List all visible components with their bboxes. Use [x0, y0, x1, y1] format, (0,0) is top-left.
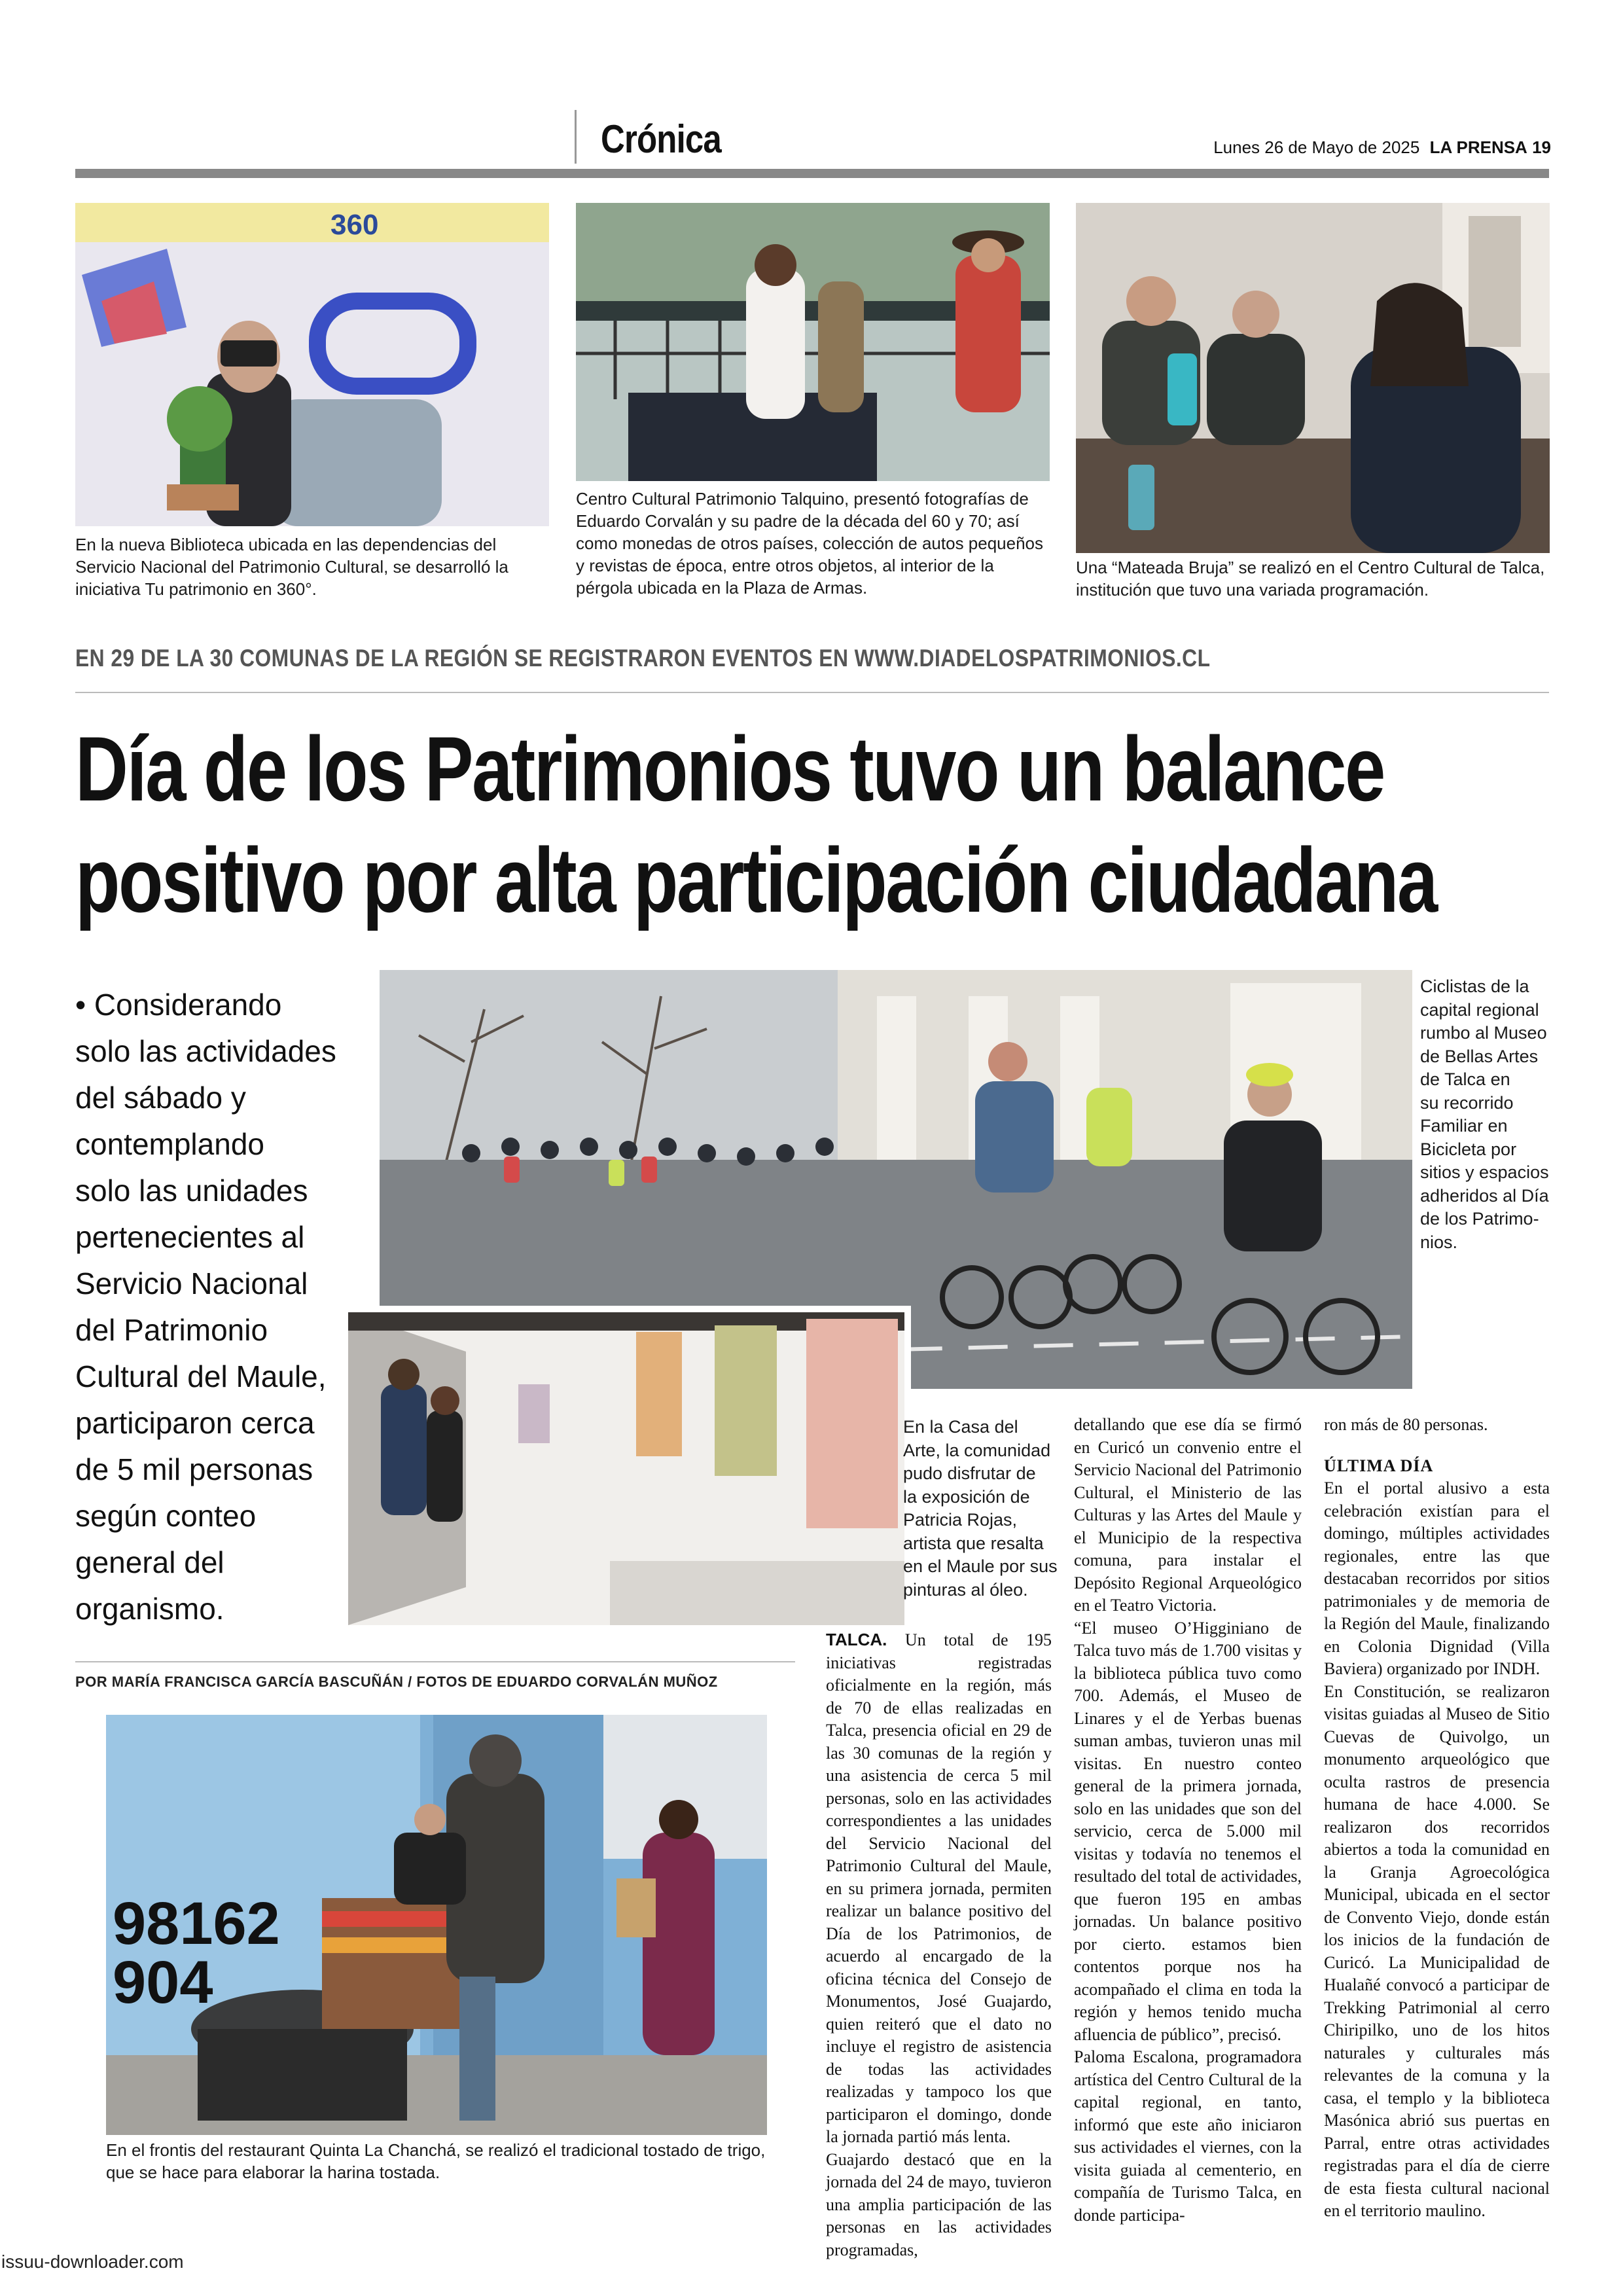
summary-line: de 5 mil personas: [75, 1452, 313, 1486]
caption-casa-del-arte: En la Casa del Arte, la comunidad pudo disfrutar de la exposición de Patricia Rojas, artista que resalta en el Maule por sus pinturas al óleo.: [903, 1417, 1058, 1600]
byline: POR MARÍA FRANCISCA GARCÍA BASCUÑÁN / FOTOS DE EDUARDO CORVALÁN MUÑOZ: [75, 1674, 718, 1690]
summary-line: según conteo: [75, 1499, 257, 1533]
summary-line: solo las actividades: [75, 1034, 336, 1068]
header-divider: [575, 110, 577, 164]
paragraph: Un total de 195 iniciativas registradas oficialmente en la región, más de 70 de ellas realizadas en Talca, presencia oficial en 29 de las 30 comunas de la región y una asistencia de cerca 5 mil personas, solo en las actividades correspondientes a las unidades del Servicio Nacional del Patrimonio Cultural del Maule, en su primera jornada, permiten realizar un balance positivo del Día de los Patrimonios, de acuerdo al encargado de la oficina técnica del Consejo de Monumentos, José Guajardo, quien reiteró que el dato no incluye el registro de asistencia de todas las actividades realizadas y tampoco los que participaron el domingo, donde la jornada partió más lenta.: [826, 1630, 1052, 2146]
subhead: ÚLTIMA DÍA: [1324, 1456, 1434, 1475]
summary-line: general del: [75, 1545, 224, 1579]
paper-name: LA PRENSA: [1429, 137, 1527, 157]
header-rule: [75, 169, 1549, 178]
summary-line: solo las unidades: [75, 1174, 308, 1208]
caption-photo-pergola: Centro Cultural Patrimonio Talquino, presentó fotografías de Eduardo Corvalán y su padre de la década del 60 y 70; así como monedas de otros países, colección de autos pequeños y revistas de época, entre otros objetos, al interior de la pérgola ubicada en la Plaza de Armas.: [576, 489, 1044, 598]
page-number: 19: [1532, 137, 1551, 157]
kicker-rule: [75, 692, 1549, 693]
paragraph: Guajardo destacó que en la jornada del 24 de mayo, tuvieron una amplia participación de las personas en las actividades programadas,: [826, 2149, 1052, 2259]
article-column-1: [826, 1628, 1052, 2261]
kicker: EN 29 DE LA 30 COMUNAS DE LA REGIÓN SE REGISTRARON EVENTOS EN WWW.DIADELOSPATRIMONIOS.CL: [75, 645, 1211, 672]
header-meta: [1213, 137, 1551, 158]
caption-cyclists: Ciclistas de la capital regional rumbo al Museo de Bellas Artes de Talca en su recorrido Familiar en Bicicleta por sitios y espacios adheridos al Día de los Patrimo- nios.: [1420, 977, 1549, 1252]
summary-line: pertenecientes al: [75, 1220, 305, 1254]
byline-rule: [75, 1661, 795, 1662]
issue-date: Lunes 26 de Mayo de 2025: [1213, 137, 1420, 157]
sign-360-text: 360: [330, 209, 379, 241]
caption-quinta-la-chancha: En el frontis del restaurant Quinta La Chanchá, se realizó el tradicional tostado de trigo, que se hace para elaborar la harina tostada.: [106, 2140, 766, 2182]
section-title: Crónica: [601, 117, 721, 161]
summary-line: Servicio Nacional: [75, 1266, 308, 1300]
photo-mateada-bruja: [1076, 203, 1550, 553]
summary-line: contemplando: [75, 1127, 264, 1161]
caption-photo-mateada: Una “Mateada Bruja” se realizó en el Centro Cultural de Talca, institución que tuvo una variada programación.: [1076, 558, 1545, 600]
photo-casa-del-arte: [348, 1306, 911, 1625]
summary-line: del Patrimonio: [75, 1313, 268, 1347]
watermark: issuu-downloader.com: [1, 2251, 184, 2272]
summary: [75, 982, 350, 1632]
photo-pergola-exhibit: [576, 203, 1050, 481]
photo-quinta-la-chancha: [106, 1715, 767, 2135]
summary-line: organismo.: [75, 1592, 224, 1626]
paragraph: “El museo O’Higginiano de Talca tuvo más de 1.700 visitas y la biblioteca pública tuvo como 700. Además, el Museo de Linares y el de Yerbas buenas suman ambas, tuvieron unas mil visitas. En nuestro conteo general de la primera jornada, solo en las unidades que son del servicio, cerca de 5.000 mil visitas y todavía no tenemos el resultado del total de actividades, que fueron 195 en ambas jornadas. Un balance positivo por cierto. estamos bien contentos porque nos ha acompañado el clima en toda la región y hemos tenido mucha afluencia de público”, precisó.: [1074, 1618, 1302, 2044]
dateline: TALCA.: [826, 1630, 887, 1649]
headline-line-2: positivo por alta participación ciudadana: [75, 829, 1436, 931]
summary-bullet: •: [75, 988, 86, 1022]
wall-number-1: 98162: [113, 1890, 280, 1957]
summary-line: participaron cerca: [75, 1406, 315, 1440]
paragraph: detallando que ese día se firmó en Curicó un convenio entre el Servicio Nacional del Patrimonio Cultural, el Ministerio de las Culturas y las Artes del Maule y el Municipio de la respectiva comuna, para instalar el Depósito Regional Arqueológico en el Teatro Victoria.: [1074, 1415, 1302, 1615]
summary-line: del sábado y: [75, 1081, 246, 1115]
article-column-3: [1324, 1414, 1550, 2223]
photo-360-library: [75, 203, 549, 526]
paragraph: ron más de 80 personas.: [1324, 1415, 1488, 1434]
summary-line: Cultural del Maule,: [75, 1359, 327, 1393]
caption-photo-360: En la nueva Biblioteca ubicada en las dependencias del Servicio Nacional del Patrimonio Cultural, se desarrolló la iniciativa Tu patrimonio en 360°.: [75, 535, 508, 599]
summary-line: • Considerando: [75, 988, 282, 1022]
wall-number-2: 904: [113, 1949, 213, 2016]
paragraph: En Constitución, se realizaron visitas guiadas al Museo de Sitio Cuevas de Quivolgo, un monumento arqueológico que oculta rastros de presencia humana de hace 4.000. Se realizaron dos recorridos abiertos a toda la comunidad en la Granja Agroecológica Municipal, ubicada en el sector de Convento Viejo, donde están los inicios de la fundación de Curicó. La Municipalidad de Hualañé convocó a participar de Trekking Patrimonial al cerro Chiripilko, uno de los hitos naturales y culturales más relevantes de la comuna y la casa, el templo y la biblioteca Masónica abrió sus puertas en Parral, entre otras actividades registradas para el día de cierre de esta fiesta cultural nacional en el territorio maulino.: [1324, 1681, 1550, 2220]
paragraph: En el portal alusivo a esta celebración existían para el domingo, múltiples actividades regionales, entre las que destacaban recorridos por sitios patrimoniales y de memoria de la Región del Maule, finalizando en Colonia Dignidad (Villa Baviera) organizado por INDH.: [1324, 1479, 1550, 1678]
paragraph: Paloma Escalona, programadora artística del Centro Cultural de la capital regional, en tanto, informó que este año iniciaron sus actividades el viernes, con la visita guiada al cementerio, en compañía de Turismo Talca, en donde participa-: [1074, 2047, 1302, 2225]
headline-line-1: Día de los Patrimonios tuvo un balance: [75, 717, 1384, 820]
article-column-2: [1074, 1414, 1302, 2227]
